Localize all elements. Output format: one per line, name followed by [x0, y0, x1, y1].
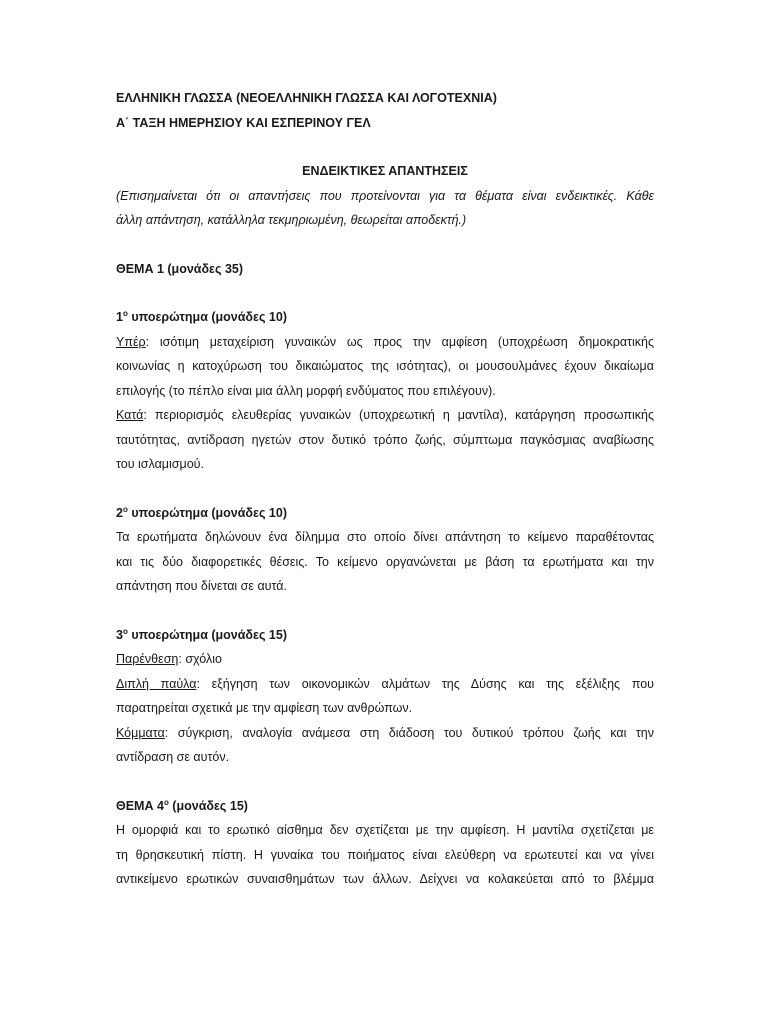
- kata-line-1: [116, 403, 654, 428]
- subquestion-2-heading: [116, 501, 654, 526]
- parenthesis-label: Παρένθεση: [116, 652, 179, 666]
- spacer: [116, 281, 654, 305]
- thema-1-heading: ΘΕΜΑ 1 (μονάδες 35): [116, 261, 244, 276]
- ordinal-sup: ο: [122, 504, 128, 514]
- thema-4-line-3: αντικείμενο ερωτικών συναισθημάτων των άλλων. Δείχνει να κολακεύεται από το βλέμμα: [116, 872, 654, 886]
- yper-line-1: [116, 330, 654, 355]
- note-line-1: (Επισημαίνεται ότι οι απαντήσεις που προτείνονται για τα θέματα είναι ενδεικτικές. Κάθε: [116, 188, 654, 203]
- yper-text-1: : ισότιμη μεταχείριση γυναικών ως προς την αμφίεση (υποχρέωση δημοκρατικής: [145, 334, 654, 349]
- comma-line-1: [116, 721, 654, 746]
- header-line-1: ΕΛΛΗΝΙΚΗ ΓΛΩΣΣΑ (ΝΕΟΕΛΛΗΝΙΚΗ ΓΛΩΣΣΑ ΚΑΙ ΛΟΓΟΤΕΧΝΙΑ): [116, 91, 497, 105]
- dash-line-2: παρατηρείται σχετικά με την αμφίεση των ανθρώπων.: [116, 701, 413, 715]
- kata-text-1: : περιορισμός ελευθερίας γυναικών (υποχρεωτική η μαντίλα), κατάργηση προσωπικής: [143, 408, 654, 422]
- ordinal-sup: ο: [122, 626, 128, 636]
- note-line-2: άλλη απάντηση, κατάλληλα τεκμηριωμένη, θεωρείται αποδεκτή.): [116, 213, 467, 227]
- subquestion-1-heading-text: υποερώτημα (μονάδες 10): [127, 310, 287, 324]
- yper-line-2: κοινωνίας η κατοχύρωση του δικαιώματος της ισότητας), οι μουσουλμάνες έχουν δικαίωμα: [116, 359, 654, 373]
- comma-line-2: αντίδραση σε αυτόν.: [116, 750, 230, 764]
- thema-4-heading-points: (μονάδες 15): [168, 798, 248, 813]
- q2-line-1: Τα ερωτήματα δηλώνουν ένα δίλημμα στο οποίο δίνει απάντηση το κείμενο παραθέτοντας: [116, 530, 654, 544]
- comma-label: Κόμματα: [116, 725, 165, 740]
- thema-4-line-1: Η ομορφιά και το ερωτικό αίσθημα δεν σχετίζεται με την αμφίεση. Η μαντίλα σχετίζεται με: [116, 823, 654, 837]
- spacer: [116, 233, 654, 257]
- kata-line-2: ταυτότητας, αντίδραση ηγετών στον δυτικό τρόπο ζωής, σύμπτωμα παγκόσμιας αναβίωσης: [116, 432, 654, 447]
- ordinal-sup: ο: [163, 797, 169, 807]
- q2-line-3: απάντηση που δίνεται σε αυτά.: [116, 579, 287, 593]
- document-title: ΕΝΔΕΙΚΤΙΚΕΣ ΑΠΑΝΤΗΣΕΙΣ: [302, 164, 468, 178]
- subquestion-2-heading-text: υποερώτημα (μονάδες 10): [127, 505, 287, 520]
- thema-4-heading: [116, 794, 654, 819]
- thema-4-line-2: τη θρησκευτική πίστη. Η γυναίκα του ποιήματος είναι ελεύθερη να ερωτευτεί και να γίνει: [116, 847, 654, 862]
- dash-label: Διπλή παύλα: [116, 676, 197, 691]
- spacer: [116, 477, 654, 501]
- ordinal-sup: ο: [122, 308, 128, 318]
- subquestion-1-heading: [116, 305, 654, 330]
- kata-line-3: του ισλαμισμού.: [116, 457, 204, 471]
- spacer: [116, 599, 654, 623]
- subquestion-2-number: 2: [116, 505, 123, 520]
- subquestion-1-number: 1: [116, 310, 123, 324]
- yper-label: Υπέρ: [116, 334, 146, 349]
- spacer: [116, 135, 654, 159]
- q2-line-2: και τις δύο διαφορετικές θέσεις. Το κείμενο οργανώνεται με βάση τα ερωτήματα και την: [116, 554, 654, 569]
- dash-line-1: [116, 672, 654, 697]
- subquestion-3-heading-text: υποερώτημα (μονάδες 15): [127, 627, 287, 642]
- spacer: [116, 770, 654, 794]
- thema-4-heading-text: ΘΕΜΑ 4: [116, 798, 164, 813]
- subquestion-3-number: 3: [116, 627, 123, 642]
- kata-label: Κατά: [116, 408, 144, 422]
- yper-line-3: επιλογής (το πέπλο είναι μια άλλη μορφή ενδύματος που επιλέγουν).: [116, 383, 496, 398]
- document-page: [116, 86, 654, 892]
- parenthesis-text: : σχόλιο: [178, 652, 222, 666]
- parenthesis-line: [116, 647, 654, 672]
- subquestion-3-heading: [116, 623, 654, 648]
- comma-text-1: : σύγκριση, αναλογία ανάμεσα στη διάδοση του δυτικού τρόπου ζωής και την: [164, 725, 654, 740]
- dash-text-1: : εξήγηση των οικονομικών αλμάτων της Δύσης και της εξέλιξης που: [196, 676, 654, 691]
- header-line-2: Α΄ ΤΑΞΗ ΗΜΕΡΗΣΙΟΥ ΚΑΙ ΕΣΠΕΡΙΝΟΥ ΓΕΛ: [116, 115, 371, 130]
